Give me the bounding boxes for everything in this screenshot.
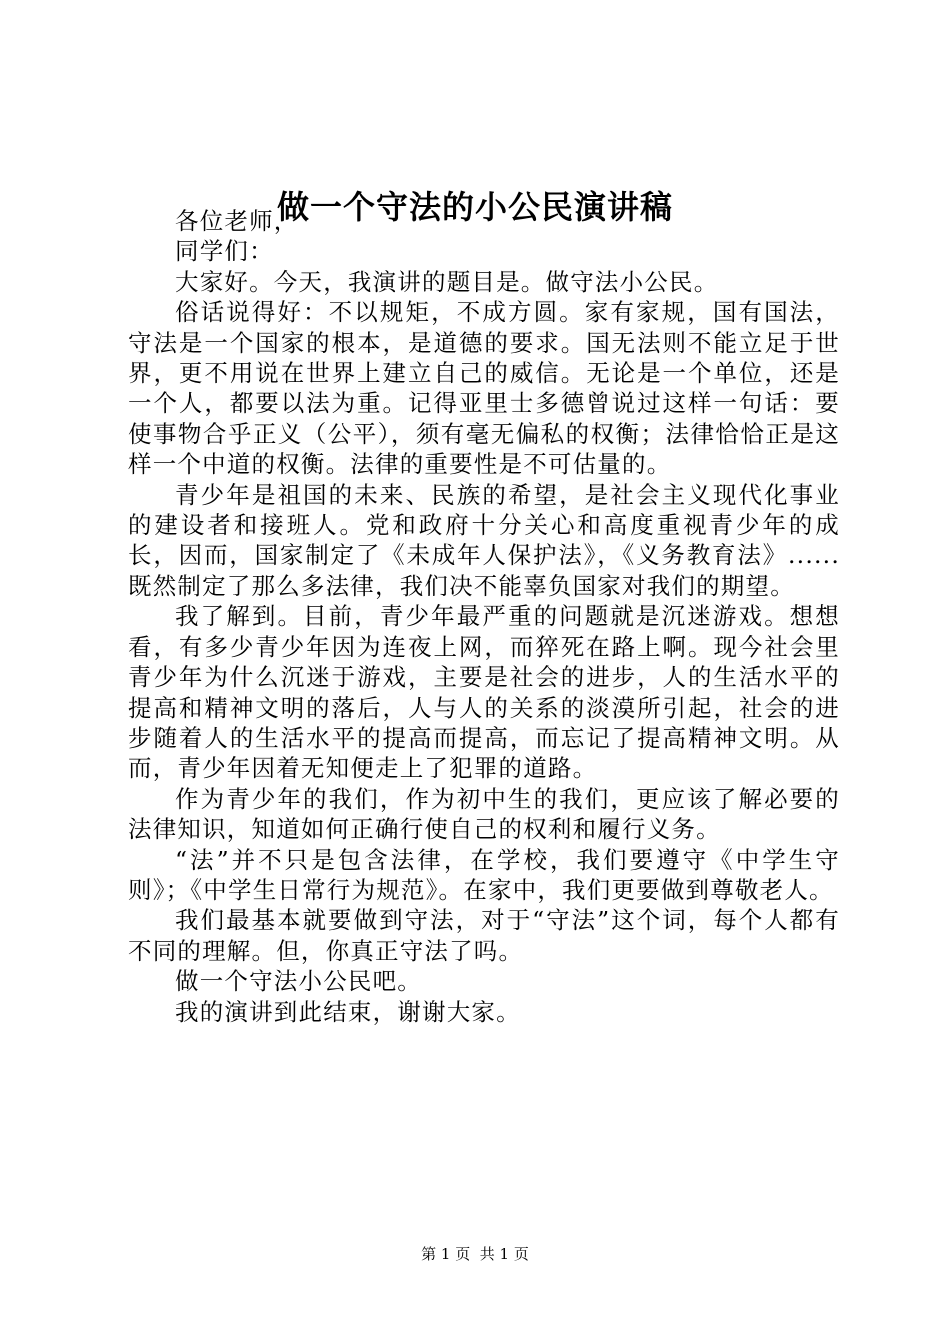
paragraph-body: 我了解到。目前，青少年最严重的问题就是沉迷游戏。想想看，有多少青少年因为连夜上网，而猝死在路上啊。现今社会里青少年为什么沉迷于游戏，主要是社会的进步，人的生活水平的提高和精神文明的落后，人与人的关系的淡漠所引起，社会的进步随着人的生活水平的提高而提高，而忘记了提高精神文明。从而，青少年因着无知便走上了犯罪的道路。	[128, 602, 840, 783]
paragraph-body: 青少年是祖国的未来、民族的希望，是社会主义现代化事业的建设者和接班人。党和政府十分关心和高度重视青少年的成长，因而，国家制定了《未成年人保护法》，《义务教育法》......既然制定了那么多法律，我们决不能辜负国家对我们的期望。	[128, 480, 840, 600]
paragraph-body: 作为青少年的我们，作为初中生的我们，更应该了解必要的法律知识，知道如何正确行使自己的权利和履行义务。	[128, 784, 840, 844]
paragraph-body: “法”并不只是包含法律，在学校，我们要遵守《中学生守则》；《中学生日常行为规范》。在家中，我们更要做到尊敬老人。	[128, 845, 840, 904]
paragraph-salutation-students: 同学们：	[175, 237, 274, 266]
document-title: 做一个守法的小公民演讲稿	[276, 188, 673, 226]
paragraph-salutation-teachers: 各位老师，	[175, 207, 299, 235]
paragraph-body: 做一个守法小公民吧。	[175, 967, 422, 996]
paragraph-closing: 我的演讲到此结束，谢谢大家。	[175, 997, 521, 1026]
page-number: 第 1 页 共 1 页	[421, 1245, 529, 1263]
paragraph-body: 俗话说得好：不以规矩，不成方圆。家有家规，国有国法，守法是一个国家的根本，是道德的要求。国无法则不能立足于世界，更不用说在世界上建立自己的威信。无论是一个单位，还是一个人，都要以法为重。记得亚里士多德曾说过这样一句话：要使事物合乎正义（公平），须有毫无偏私的权衡；法律恰恰正是这样一个中道的权衡。法律的重要性是不可估量的。	[128, 298, 840, 479]
paragraph-body: 我们最基本就要做到守法，对于“守法”这个词，每个人都有不同的理解。但，你真正守法了吗。	[128, 906, 840, 965]
page-footer	[0, 1244, 950, 1264]
document-body	[128, 206, 840, 1027]
paragraph-greeting: 大家好。今天，我演讲的题目是。做守法小公民。	[175, 267, 719, 296]
